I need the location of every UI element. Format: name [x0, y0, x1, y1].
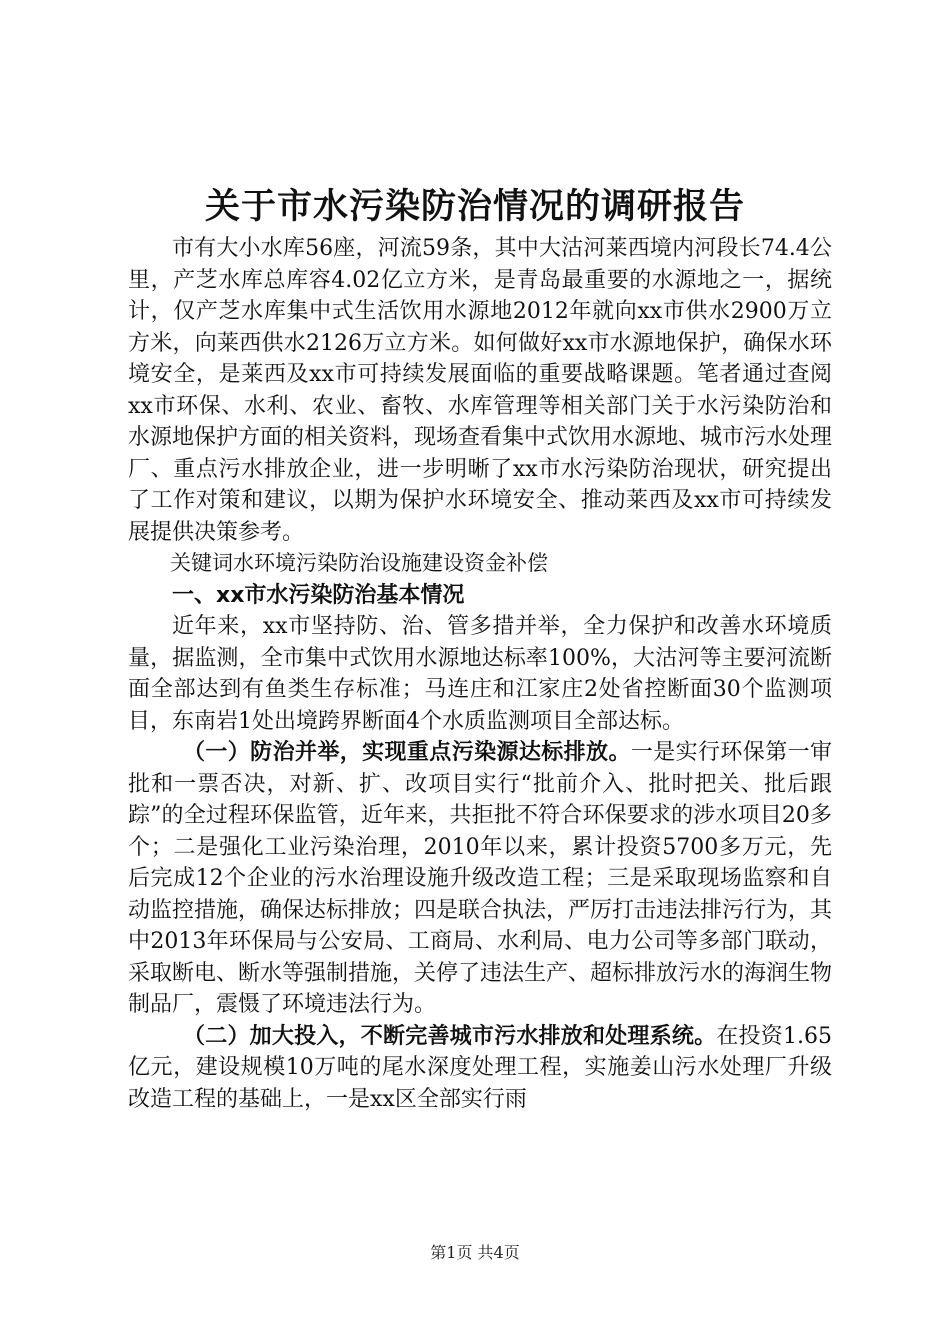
page-footer: 第1页 共4页 — [430, 1243, 520, 1262]
subsection-heading-1: （一）防治并举，实现重点污染源达标排放。 — [183, 740, 631, 765]
section-paragraph: 近年来，xx市坚持防、治、管多措并举，全力保护和改善水环境质量，据监测，全市集中式饮用水源地达标率100%，大沽河等主要河流断面全部达到有鱼类生存标准；马连庄和江家庄2处省控断面30个监测项目，东南岩1处出境跨界断面4个水质监测项目全部达标。 — [128, 614, 832, 734]
intro-paragraph: 市有大小水库56座，河流59条，其中大沽河莱西境内河段长74.4公里，产芝水库总库容4.02亿立方米，是青岛最重要的水源地之一，据统计，仅产芝水库集中式生活饮用水源地2012年就向xx市供水2900万立方米，向莱西供水2126万立方米。如何做好xx市水源地保护，确保水环境安全，是莱西及xx市可持续发展面临的重要战略课题。笔者通过查阅xx市环保、水利、农业、畜牧、水库管理等相关部门关于水污染防治和水源地保护方面的相关资料，现场查看集中式饮用水源地、城市污水处理厂、重点污水排放企业，进一步明晰了xx市水污染防治现状，研究提出了工作对策和建议，以期为保护水环境安全、推动莱西及xx市可持续发展提供决策参考。 — [128, 236, 833, 545]
section-heading: 一、xx市水污染防治基本情况 — [172, 582, 465, 608]
keywords-line: 关键词水环境污染防治设施建设资金补偿 — [170, 551, 548, 575]
subsection-text-1: 一是实行环保第一审批和一票否决，对新、扩、改项目实行“批前介入、批时把关、批后跟踪”的全过程环保监管，近年来，共拒批不符合环保要求的涉水项目20多个；二是强化工业污染治理，2010年以来，累计投资5700多万元，先后完成12个企业的污水治理设施升级改造工程；三是采取现场监察和自动监控措施，确保达标排放；四是联合执法，严厉打击违法排污行为，其中2013年环保局与公安局、工商局、水利局、电力公司等多部门联动，采取断电、断水等强制措施，关停了违法生产、超标排放污水的海润生物制品厂，震慑了环境违法行为。 — [128, 740, 833, 1017]
subsection-text-2: 在投资1.65亿元，建设规模10万吨的尾水深度处理工程，实施姜山污水处理厂升级改造工程的基础上，一是xx区全部实行雨 — [128, 1023, 832, 1112]
subsection-paragraph-1 — [128, 737, 832, 1021]
subsection-heading-2: （二）加大投入，不断完善城市污水排放和处理系统。 — [183, 1023, 717, 1049]
document-title: 关于市水污染防治情况的调研报告 — [204, 187, 745, 227]
document-body — [128, 233, 832, 1115]
subsection-paragraph-2 — [128, 1021, 832, 1116]
